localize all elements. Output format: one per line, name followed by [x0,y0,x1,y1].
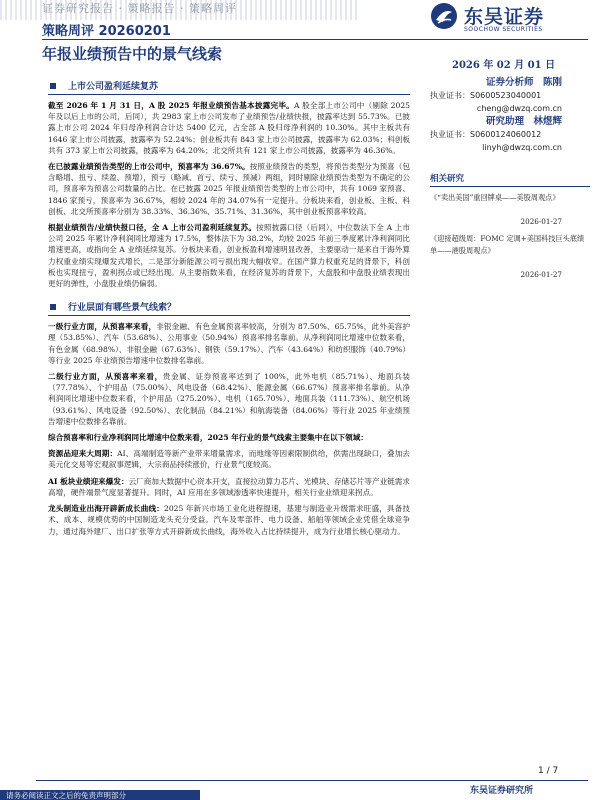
paragraph [48,371,410,427]
related-item[interactable] [430,192,590,228]
paragraph-body: 非银金融、有色金属预喜率较高，分别为 87.50%、65.75%，此外美容护理（53.85%）、汽车（53.68%）、公用事业（50.94%）预喜率排名靠前。从净利润同比增速中位数来看，有色金属（68.98%）、非银金融（67.63%）、钢铁（59.17%）、汽车（43.64%）和纺织服饰（40.79%）等行业 2025 年业绩预告增速中位数排名靠前。 [48,322,410,365]
report-issue: 策略周评 20260201 [42,24,171,39]
page-title: 年报业绩预告中的景气线索 [42,45,223,63]
brand-name-en: SOOCHOW SECURITIES [464,26,543,33]
paragraph [48,100,410,156]
paragraph-lead: 根据业绩预告/业绩快报口径，全 A 上市公司盈利延续复苏。 [48,223,257,233]
paragraph-body: 云厂商加大数据中心资本开支，直接拉动算力芯片、光模块、存储芯片等产业链需求高增，硬件端景气度显著提升。同时，AI 应用在多领域渗透率快速提升，相关行业业绩迎来拐点。 [48,476,410,497]
paragraph-body: 按照业绩预告的类型，将预告类型分为预喜（包含略增、扭亏、续盈、预增），预亏（略减、首亏、续亏、预减）两组，同时剔除业绩预告类型为不确定的公司，预喜率为预喜公司数量的占比。在已披露 2025 年报业绩预告类型的上市公司中，共有 1069 家预喜、1846 家预亏，预喜率为 36.67%，相较 2024 年的 34.07%有一定提升。分板块来看，创业板、主板、科创板、北交所预喜率分别为 38.33%、36.36%、35.71%、31.36%，其中创业板预喜率较高。 [48,162,411,216]
paragraph [48,503,410,537]
paragraph [48,321,410,366]
paragraph-lead: 二级行业方面，从预喜率来看， [48,372,163,382]
paragraph-lead: 一级行业方面，从预喜率来看， [48,322,157,332]
related-item-title[interactable]: 《迎接超级周：FOMC 定调+美国科技巨头底绩单——港股周观点》 [430,234,585,255]
section-heading [48,78,410,95]
paragraph-lead: AI 板块业绩迎来爆发： [48,476,129,486]
analyst-certificate: 执业证书：S0600523040001 [430,91,542,100]
assistant-name: 研究助理 林煜辉 [485,116,562,127]
square-bullet-icon [50,83,56,89]
paragraph [48,448,410,470]
section-title: 行业层面有哪些景气线索？ [68,303,177,314]
brand-mark-icon [430,2,458,30]
paragraph-lead: 在已披露业绩预告类型的上市公司中，预喜率为 36.67%。 [48,162,250,172]
brand-logo [430,2,590,36]
analyst-name: 证券分析师 陈刚 [485,77,562,88]
paragraph-body: 2025 年新兴市场工业化进程提速，基建与制造业升级需求旺盛，具备技术、成本、规模优势的中国制造龙头充分受益。汽车及零部件、电力设备、船舶等领域企业凭借全球竞争力，通过海外建厂、出口扩张等方式开辟新成长曲线，海外收入占比持续提升，成为行业增长核心驱动力。 [48,504,410,536]
section-rule [48,315,410,316]
footer-brand: 东吴证券研究所 [470,786,534,796]
header-rule [42,39,588,40]
paragraph-body: 贵金属、证券预喜率达到了 100%，此外电机（85.71%）、地面兵装（77.78%）、个护用品（75.00%）、风电设备（68.42%）、能源金属（66.67%）预喜率排名靠前。从净利润同比增速中位数来看，个护用品（275.20%）、电机（165.70%）、地面兵装（111.73%）、航空机场（93.61%）、风电设备（92.50%）、农化制品（84.21%）和航海装备（84.06%）等行业 2025 年业绩预告增速中位数排名靠前。 [48,372,410,426]
assistant-email[interactable]: linyh@dwzq.com.cn [482,143,562,152]
paragraph-body: AI、高端制造等新产业带来增量需求，而地缘等因素限制供给，供需出现缺口，叠加去美元化交易等宏观叙事逻辑，大宗商品持续涨价，行业景气度较高。 [48,449,411,470]
paragraph-lead: 综合预喜率和行业净利润同比增速中位数来看，2025 年行业的景气线索主要集中在以下领域： [48,433,368,443]
assistant-certificate: 执业证书：S0600124060012 [430,130,542,139]
paragraph [48,161,410,217]
sidebar [430,76,590,281]
page-footer [0,758,600,800]
square-bullet-icon [50,304,56,310]
related-item-date: 2026-01-27 [520,270,562,279]
related-item[interactable] [430,233,590,281]
paragraph [48,222,410,289]
analyst-email[interactable]: cheng@dwzq.com.cn [476,104,562,113]
related-item-title[interactable]: 《“卖出美国”重回牌桌——美股周观点》 [430,193,560,202]
report-date: 2026 年 02 月 01 日 [452,60,556,71]
paragraph-lead: 龙头制造业出海开辟新成长曲线： [48,504,164,514]
report-series: 证券研究报告 · 策略报告 · 策略周评 [42,2,237,15]
page-number: 1 / 7 [538,766,559,776]
paragraph [48,432,410,443]
footer-rule [36,780,588,781]
related-heading: 相关研究 [430,172,590,187]
disclaimer-banner: 请务必阅读正文之后的免责声明部分 [0,790,200,800]
paragraph-body: 按照披露口径（后同），中位数法下全 A 上市公司 2025 年累计净利润同比增速为 17.5%，整体法下为 38.2%，均较 2025 年前三季度累计净利润同比增速更高，或指向全 A 业绩延续复苏。分板块来看，创业板盈利增速明显改善，主要驱动一是来自于海外算力权重业绩实现爆发式增长，二是部分新能源公司亏损出现大幅收窄。在国产算力权重充足的背景下，科创板也实现扭亏，盈利拐点或已经出现。从主要指数来看，在经济复苏的背景下，大盘股和中盘股业绩表现出更好的弹性，小盘股业绩仍偏弱。 [48,223,411,289]
paragraph-lead: 截至 2026 年 1 月 31 日，A 股 2025 年报业绩预告基本披露完毕。 [48,101,294,110]
section-heading [48,299,410,316]
section-rule [48,94,410,95]
paragraph [48,476,410,498]
analyst-block [430,76,590,154]
brand-name-cn: 东吴证券 [464,6,545,28]
main-content [48,76,410,537]
related-research [430,172,590,281]
related-item-date: 2026-01-27 [520,217,562,226]
paragraph-lead: 资源品迎来大周期： [48,449,118,459]
section-title: 上市公司盈利延续复苏 [68,82,159,92]
paragraph-body: A 股全部上市公司中（剔除 2025 年及以后上市的公司，后同），共 2983 家上市公司发布了业绩预告/业绩快报，披露率达到 55.73%。已披露上市公司 2024 年归母净利润合计达 5400 亿元，占全部 A 股归母净利润的 10.30%。其中主板共有 1646 家上市公司披露，披露率为 52.24%；创业板共有 843 家上市公司披露，披露率为 62.03%；科创板共有 373 家上市公司披露，披露率为 64.20%；北交所共有 121 家上市公司披露，披露率为 46.36%。 [48,101,410,155]
